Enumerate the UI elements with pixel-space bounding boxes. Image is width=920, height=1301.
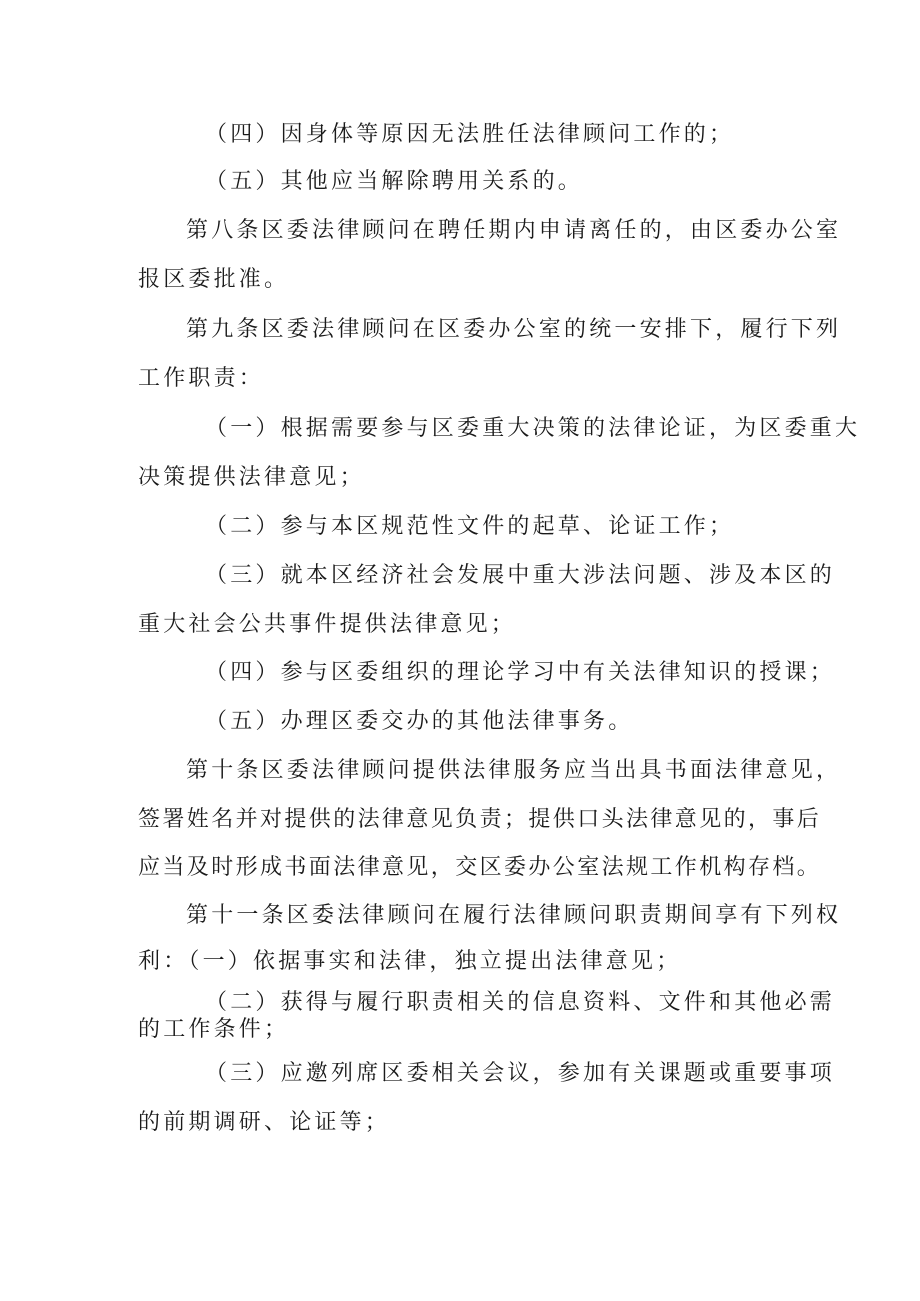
text-line: （四）参与区委组织的理论学习中有关法律知识的授课； bbox=[205, 660, 836, 685]
text-line: 决策提供法律意见； bbox=[138, 465, 365, 490]
text-line: （二）获得与履行职责相关的信息资料、文件和其他必需 bbox=[205, 990, 836, 1015]
text-line: 的工作条件； bbox=[138, 1017, 290, 1042]
text-line: （五）办理区委交办的其他法律事务。 bbox=[205, 709, 634, 734]
text-line: 的前期调研、论证等； bbox=[138, 1110, 391, 1135]
text-line: 第十条区委法律顾问提供法律服务应当出具书面法律意见， bbox=[186, 758, 842, 783]
text-line: 利：（一）依据事实和法律，独立提出法律意见； bbox=[138, 949, 682, 974]
text-line: 第九条区委法律顾问在区委办公室的统一安排下，履行下列 bbox=[186, 317, 842, 342]
text-line: （四）因身体等原因无法胜任法律顾问工作的； bbox=[205, 122, 735, 147]
text-line: （一）根据需要参与区委重大决策的法律论证，为区委重大 bbox=[205, 416, 861, 441]
text-line: 签署姓名并对提供的法律意见负责；提供口头法律意见的，事后 bbox=[138, 807, 822, 832]
text-line: 应当及时形成书面法律意见，交区委办公室法规工作机构存档。 bbox=[138, 855, 822, 880]
text-line: 重大社会公共事件提供法律意见； bbox=[138, 612, 517, 637]
text-line: 第八条区委法律顾问在聘任期内申请离任的，由区委办公室 bbox=[186, 218, 842, 243]
text-line: 第十一条区委法律顾问在履行法律顾问职责期间享有下列权 bbox=[186, 903, 842, 928]
text-line: （三）应邀列席区委相关会议，参加有关课题或重要事项 bbox=[205, 1061, 836, 1086]
text-line: （五）其他应当解除聘用关系的。 bbox=[205, 169, 584, 194]
text-line: 工作职责： bbox=[138, 366, 265, 391]
text-line: （二）参与本区规范性文件的起草、论证工作； bbox=[205, 514, 735, 539]
text-line: （三）就本区经济社会发展中重大涉法问题、涉及本区的 bbox=[205, 563, 836, 588]
text-line: 报区委批准。 bbox=[138, 267, 290, 292]
